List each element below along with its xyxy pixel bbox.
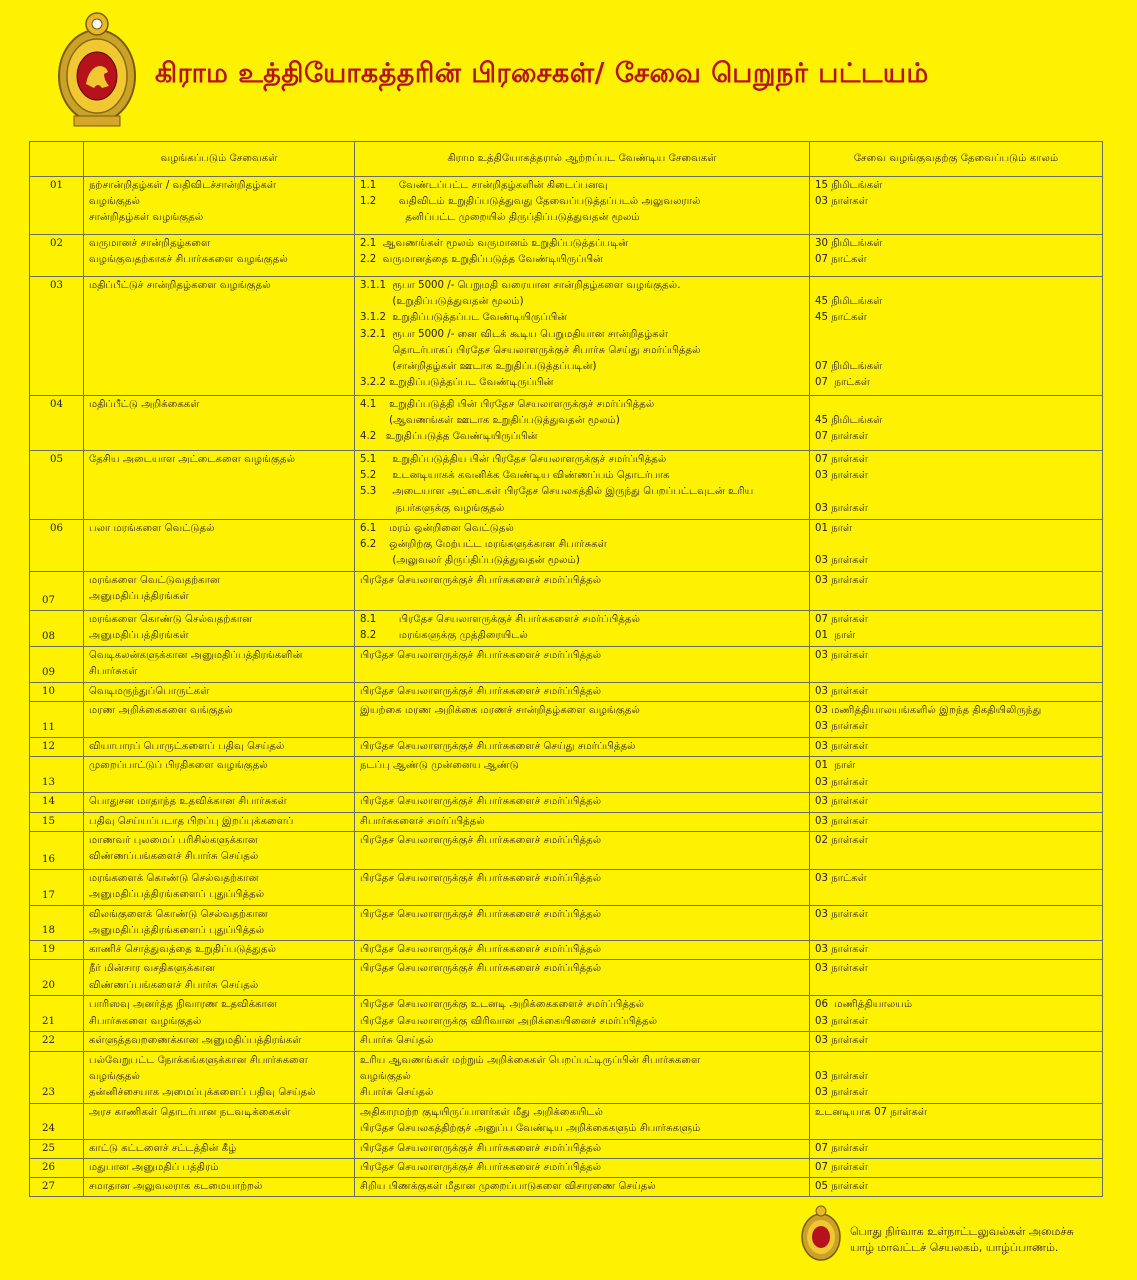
footer-secretariat: யாழ் மாவட்டச் செயலகம், யாழ்ப்பாணம். [850,1241,1059,1254]
time-line: 07 நிமிடங்கள் [815,361,883,373]
time-line: 03 மணித்தியாலயங்களில் இறந்த திகதியிலிருந்து [815,705,1042,717]
row-number: 17 [30,869,84,905]
cell-service [84,277,355,396]
service-line: வருமானச் சான்றிதழ்களை [89,238,211,249]
cell-service [84,702,355,738]
cell-time [810,520,1103,572]
table-row [30,572,1103,611]
action-line: இயற்கை மரண அறிக்கை மரணச் சான்றிதழ்களை வழங்குதல் [360,705,640,717]
time-line: 03 நாள்கள் [815,1035,868,1047]
row-number: 18 [30,905,84,940]
time-line: 03 நாள்கள் [815,741,868,753]
service-line: மரங்களைக் கொண்டு செல்வதற்கான [89,872,259,884]
table-row [30,905,1103,940]
row-number: 08 [30,611,84,647]
cell-service [84,572,355,611]
national-emblem-icon [54,10,140,130]
row-number: 09 [30,647,84,683]
action-line: பிரதேச செயலாளருக்குச் சிபார்சுகளைச் சமர்ப்பித்தல் [360,834,602,846]
header-officer-actions: கிராம உத்தியோகத்தரால் ஆற்றப்பட வேண்டிய சேவைகள் [355,142,810,177]
action-line: பிரதேச செயலாளருக்கு உடனடி அறிக்கைகளைச் சமர்ப்பித்தல் [360,999,645,1011]
row-number: 05 [30,451,84,520]
time-line: 07 நாள்கள் [815,614,868,625]
cell-action [355,683,810,702]
cell-action [355,1032,810,1051]
header-time-required: சேவை வழங்குவதற்கு தேவைப்படும் காலம் [810,142,1103,177]
cell-time [810,235,1103,277]
cell-action [355,1103,810,1139]
action-line: (உறுதிப்படுத்துவதன் மூலம்) [360,296,524,308]
table-row [30,647,1103,683]
table-row [30,396,1103,451]
cell-service [84,793,355,812]
action-line: 3.2.2 உறுதிப்படுத்தப்பட வேண்டிருப்பின் [360,377,554,389]
row-number: 24 [30,1103,84,1139]
row-number: 03 [30,277,84,396]
action-line: அதிகாரமற்ற குடியிருப்பாளர்கள் மீது அறிக்கையிடல் [360,1106,604,1118]
service-line: மதிப்பீட்டு அறிக்கைகள் [89,399,200,410]
time-line: 03 நாள்கள் [815,470,868,482]
time-line: 01 நாள் [815,630,856,642]
action-line: 3.2.1 ரூபா 5000 /- னை விடக் கூடிய பெறுமதியான சான்றிதழ்கள் [360,328,669,340]
service-line: மதிப்பீட்டுச் சான்றிதழ்களை வழங்குதல் [89,280,271,291]
cell-action [355,702,810,738]
table-row [30,793,1103,812]
cell-time [810,647,1103,683]
cell-service [84,941,355,960]
table-row [30,1103,1103,1139]
footer-emblem-icon [800,1204,842,1264]
cell-time [810,757,1103,793]
service-line: காட்டு கட்டளைச் சட்டத்தின் கீழ் [89,1142,237,1154]
table-row [30,757,1103,793]
action-line: சிபார்சு செய்தல் [360,1087,434,1099]
cell-service [84,1103,355,1139]
cell-action [355,1178,810,1197]
cell-time [810,1158,1103,1177]
cell-service [84,757,355,793]
cell-action [355,572,810,611]
header-services: வழங்கப்படும் சேவைகள் [84,142,355,177]
service-line: தேசிய அடையாள அட்டைகளை வழங்குதல் [89,454,296,465]
cell-service [84,996,355,1032]
cell-action [355,647,810,683]
action-line: 2.1 ஆவணங்கள் மூலம் வருமானம் உறுதிப்படுத்தப்படின் [360,238,629,249]
action-line: நபர்களுக்கு வழங்குதல் [360,502,505,514]
page-title: கிராம உத்தியோகத்தரின் பிரசைகள்/ சேவை பெறுநர் பட்டயம் [155,58,929,89]
row-number: 21 [30,996,84,1032]
service-line: பதிவு செய்யப்படாத பிறப்பு இறப்புக்களைப் [89,815,294,827]
row-number: 12 [30,738,84,757]
time-line: 03 நாள்கள் [815,908,868,920]
cell-time [810,277,1103,396]
action-line: (ஆவணங்கள் ஊடாக உறுதிப்படுத்துவதன் மூலம்) [360,415,620,427]
time-line: 03 நாள்கள் [815,650,868,661]
time-line: 01 நாள் [815,523,853,534]
time-line [815,1053,1097,1069]
cell-action [355,831,810,869]
table-row [30,611,1103,647]
service-line: பாரிஸவு அனர்த்த நிவாரண உதவிக்கான [89,999,277,1011]
row-number: 01 [30,177,84,235]
action-line: 4.2 உறுதிப்படுத்த வேண்டியிருப்பின் [360,431,538,443]
cell-action [355,611,810,647]
cell-service [84,177,355,235]
cell-time [810,738,1103,757]
service-line: வழங்குதல் [89,196,140,208]
time-line [815,343,1097,359]
time-line: 03 நாள்கள் [815,815,868,827]
service-line: மரண அறிக்கைகளை வங்குதல் [89,705,233,717]
cell-service [84,831,355,869]
action-line: பிரதேச செயலகத்திற்குச் அனுப்ப வேண்டிய அறிக்கைகளும் சிபார்சுகளும் [360,1122,701,1134]
service-line: வழங்குதல் [89,1070,140,1082]
row-number: 02 [30,235,84,277]
table-row [30,1051,1103,1103]
cell-service [84,647,355,683]
cell-service [84,1178,355,1197]
row-number: 26 [30,1158,84,1177]
cell-time [810,702,1103,738]
row-number: 07 [30,572,84,611]
table-row [30,683,1103,702]
action-line: பிரதேச செயலாளருக்குச் சிபார்சுகளைச் சமர்ப்பித்தல் [360,796,602,808]
action-line: 8.1 பிரதேச செயலாளருக்குச் சிபார்சுகளைச் சமர்ப்பித்தல் [360,614,641,625]
table-row [30,277,1103,396]
service-line: சிபார்சுகளை வழங்குதல் [89,1015,202,1027]
action-line: 3.1.2 உறுதிப்படுத்தப்பட வேண்டியிருப்பின் [360,312,568,324]
action-line: பிரதேச செயலாளருக்குச் சிபார்சுகளைச் சமர்ப்பித்தல் [360,1161,602,1173]
time-line: உடனடியாக 07 நாள்கள் [815,1106,928,1118]
cell-service [84,1032,355,1051]
service-line: அனுமதிப்பத்திரங்களைப் புதுப்பித்தல் [89,925,265,937]
service-line: தன்னிச்சையாக அமைப்புக்களைப் பதிவு செய்தல் [89,1087,316,1099]
row-number: 14 [30,793,84,812]
cell-time [810,960,1103,996]
action-line: பிரதேச செயலாளருக்குச் சிபார்சுகளைச் சமர்ப்பித்தல் [360,686,602,697]
table-row [30,520,1103,572]
service-line: விண்ணப்பங்களைச் சிபார்சு செய்தல் [89,979,259,991]
table-row [30,738,1103,757]
action-line: 5.3 அடையாள அட்டைகள் பிரதேச செயலகத்தில் இருந்து பெறப்பட்டவுடன் உரிய [360,486,754,498]
cell-time [810,177,1103,235]
action-line: பிரதேச செயலாளருக்குச் சிபார்சுகளைச் சமர்ப்பித்தல் [360,908,602,920]
action-line: பிரதேச செயலாளருக்குச் சிபார்சுகளைச் சமர்ப்பித்தல் [360,1142,602,1154]
time-line: 45 நிமிடங்கள் [815,415,883,427]
cell-service [84,396,355,451]
service-line: காணிச் சொத்துவத்தை உறுதிப்படுத்துதல் [89,944,277,956]
action-line: 1.2 வதிவிடம் உறுதிப்படுத்துவது தேவைப்படுத்தப்படல் அலுவலரால் [360,196,701,208]
service-line: வியாபாரப் பொருட்களைப் பதிவு செய்தல் [89,741,285,753]
cell-time [810,905,1103,940]
table-row [30,177,1103,235]
service-line: மரங்களை வெட்டுவதற்கான [89,575,220,586]
cell-service [84,869,355,905]
table-header-row [30,142,1103,177]
cell-time [810,611,1103,647]
row-number: 16 [30,831,84,869]
action-line: உரிய ஆவணங்கள் மற்றும் அறிக்கைகள் பெறப்பட்டிருப்பின் சிபார்சுகளை [360,1054,701,1066]
cell-service [84,905,355,940]
table-row [30,996,1103,1032]
row-number: 27 [30,1178,84,1197]
time-line: 45 நிமிடங்கள் [815,296,883,308]
time-line: 03 நாள்கள் [815,1070,868,1082]
service-line: மதுபான அனுமதிப் பத்திரம் [89,1161,219,1173]
cell-action [355,1051,810,1103]
action-line: (அலுவலர் திருப்திப்படுத்துவதன் மூலம்) [360,555,580,567]
time-line [815,278,1097,294]
cell-time [810,1032,1103,1051]
time-line: 05 நாள்கள் [815,1181,868,1193]
cell-action [355,996,810,1032]
action-line: சிபார்சு செய்தல் [360,1035,434,1047]
action-line: பிரதேச செயலாளருக்குச் சிபார்சுகளைச் சமர்ப்பித்தல் [360,944,602,956]
cell-action [355,869,810,905]
table-row [30,451,1103,520]
time-line: 03 நாள்கள் [815,1087,868,1099]
table-row [30,1158,1103,1177]
cell-time [810,396,1103,451]
service-line: முறைப்பாட்டுப் பிரதிகளை வழங்குதல் [89,760,268,772]
table-row [30,1178,1103,1197]
service-line: நற்சான்றிதழ்கள் / வதிவிடச்சான்றிதழ்கள் [89,180,277,191]
action-line: 6.1 மரம் ஒன்றினை வெட்டுதல் [360,523,514,534]
time-line [815,327,1097,343]
action-line: சிறிய பிணக்குகள் மீதான முறைப்பாடுகளை விசாரணை செய்தல் [360,1181,656,1193]
cell-action [355,1158,810,1177]
time-line [815,537,1097,553]
action-line: வழங்குதல் [360,1070,411,1082]
cell-action [355,793,810,812]
table-row [30,1032,1103,1051]
time-line: 07 நாள்கள் [815,1142,868,1154]
time-line: 06 மணித்தியாலயம் [815,999,913,1011]
time-line: 07 நாட்கள் [815,254,867,266]
action-line: நடப்பு ஆண்டு முன்னைய ஆண்டு [360,760,519,772]
time-line: 07 நாள்கள் [815,1161,868,1173]
time-line: 03 நாள்கள் [815,555,868,567]
table-row [30,235,1103,277]
service-line: சமாதான அலுவலராக கடமையாற்றல் [89,1181,263,1193]
time-line: 30 நிமிடங்கள் [815,238,883,249]
row-number: 13 [30,757,84,793]
action-line: 4.1 உறுதிப்படுத்தி பின் பிரதேச செயலாளருக்குச் சமர்ப்பித்தல் [360,399,655,410]
time-line: 03 நாள்கள் [815,196,868,208]
table-row [30,960,1103,996]
cell-service [84,235,355,277]
time-line: 07 நாள்கள் [815,431,868,443]
cell-service [84,611,355,647]
time-line: 03 நாள்கள் [815,776,868,788]
service-line: வெடிமருந்துப்பொருட்கள் [89,686,210,697]
time-line: 03 நாள்கள் [815,963,868,975]
cell-service [84,960,355,996]
row-number: 22 [30,1032,84,1051]
cell-action [355,905,810,940]
time-line: 03 நாள்கள் [815,944,868,956]
service-line: வழங்குவதற்காகச் சிபார்சுகளை வழங்குதல் [89,254,288,266]
row-number: 04 [30,396,84,451]
cell-time [810,1178,1103,1197]
cell-time [810,572,1103,611]
service-line: அனுமதிப்பத்திரங்கள் [89,630,189,642]
cell-service [84,1158,355,1177]
action-line: தொடர்பாகப் பிரதேச செயலாளருக்குச் சிபார்சு செய்து சமர்ப்பித்தல் [360,344,701,356]
cell-time [810,451,1103,520]
cell-action [355,235,810,277]
action-line: 5.2 உடனடியாகக் கவனிக்க வேண்டிய விண்ணப்பம் தொடர்பாக [360,470,670,482]
table-row [30,812,1103,831]
cell-action [355,396,810,451]
cell-time [810,812,1103,831]
service-line: நீர் மின்சார வசதிகளுக்கான [89,963,216,975]
cell-time [810,683,1103,702]
cell-service [84,1051,355,1103]
action-line: பிரதேச செயலாளருக்குச் சிபார்சுகளைச் சமர்ப்பித்தல் [360,963,602,975]
cell-time [810,831,1103,869]
cell-service [84,1139,355,1158]
service-line: சான்றிதழ்கள் வழங்குதல் [89,212,204,224]
cell-action [355,277,810,396]
action-line: 1.1 வேண்டப்பட்ட சான்றிதழ்களின் கிடைப்பனவு [360,180,608,191]
action-line: பிரதேச செயலாளருக்குச் சிபார்சுகளைச் சமர்ப்பித்தல் [360,650,602,661]
row-number: 15 [30,812,84,831]
cell-action [355,177,810,235]
cell-action [355,757,810,793]
service-line: மரங்களை கொண்டு செல்வதற்கான [89,614,253,625]
cell-action [355,451,810,520]
service-line: பொதுசன மாதாந்த உதவிக்கான சிபார்சுகள் [89,796,287,808]
service-line: சிபார்சுகள் [89,666,138,678]
time-line: 02 நாள்கள் [815,834,868,846]
row-number: 19 [30,941,84,960]
time-line: 07 நாள்கள் [815,454,868,465]
service-line: அரச காணிகள் தொடர்பான நடவடிக்கைகள் [89,1106,291,1118]
service-line: பலா மரங்களை வெட்டுதல் [89,523,215,534]
time-line: 03 நாள்கள் [815,796,868,808]
footer [800,1204,1130,1274]
action-line: (சான்றிதழ்கள் ஊடாக உறுதிப்படுத்தப்படின்) [360,361,597,373]
time-line: 15 நிமிடங்கள் [815,180,883,191]
action-line: 5.1 உறுதிப்படுத்திய பின் பிரதேச செயலாளருக்குச் சமர்ப்பித்தல் [360,454,667,465]
service-line: வெடிகலன்களுக்கான அனுமதிப்பத்திரங்களின் [89,650,303,661]
service-line: விண்ணப்பங்களைச் சிபார்சு செய்தல் [89,851,259,863]
row-number: 23 [30,1051,84,1103]
action-line: பிரதேச செயலாளருக்கு விரிவான அறிக்கையினைச் சமர்ப்பித்தல் [360,1015,658,1027]
table-row [30,941,1103,960]
cell-time [810,941,1103,960]
time-line: 03 நாள்கள் [815,686,868,697]
cell-service [84,812,355,831]
action-line: 3.1.1 ரூபா 5000 /- பெறுமதி வரையான சான்றிதழ்களை வழங்குதல். [360,280,681,291]
service-line: பல்வேறுபட்ட நோக்கங்களுக்கான சிபார்சுகளை [89,1054,308,1066]
service-line: கள்ளுத்தவறணைக்கான அனுமதிப்பத்திரங்கள் [89,1035,302,1047]
cell-action [355,520,810,572]
action-line: பிரதேச செயலாளருக்குச் சிபார்சுகளைச் சமர்ப்பித்தல் [360,575,602,586]
row-number: 11 [30,702,84,738]
header-no [30,142,84,177]
time-line: 03 நாள்கள் [815,575,868,586]
cell-time [810,1139,1103,1158]
cell-action [355,941,810,960]
page-header [0,0,1137,140]
cell-action [355,738,810,757]
cell-action [355,812,810,831]
time-line: 07 நாட்கள் [815,377,871,389]
cell-service [84,683,355,702]
cell-service [84,738,355,757]
cell-time [810,793,1103,812]
row-number: 06 [30,520,84,572]
services-table [29,141,1103,1197]
service-line: விலங்குளைக் கொண்டு செல்வதற்கான [89,908,268,920]
service-line: அனுமதிப்பத்திரங்களைப் புதுப்பித்தல் [89,889,265,901]
action-line: சிபார்சுகளைச் சமர்ப்பித்தல் [360,815,485,827]
table-row [30,869,1103,905]
footer-ministry: பொது நிர்வாக உள்நாட்டலுவல்கள் அமைச்சு [850,1225,1074,1238]
service-line: அனுமதிப்பத்திரங்கள் [89,591,189,603]
cell-time [810,1051,1103,1103]
time-line: 03 நாள்கள் [815,1015,868,1027]
time-line [815,397,1097,413]
cell-action [355,960,810,996]
time-line: 45 நாட்கள் [815,312,867,324]
action-line: 6.2 ஒன்றிற்கு மேற்பட்ட மரங்களுக்கான சிபார்சுகள் [360,539,607,551]
table-row [30,702,1103,738]
footer-text [850,1224,1074,1256]
action-line: 2.2 வருமானத்தை உறுதிப்படுத்த வேண்டியிருப்பின் [360,254,603,266]
action-line: 8.2 மரங்களுக்கு முத்திரையிடல் [360,630,528,642]
cell-service [84,520,355,572]
time-line [815,484,1097,500]
cell-service [84,451,355,520]
table-row [30,831,1103,869]
time-line: 03 நாட்கள் [815,872,867,884]
cell-time [810,1103,1103,1139]
cell-time [810,869,1103,905]
time-line: 01 நாள் [815,760,856,772]
row-number: 25 [30,1139,84,1158]
time-line: 03 நாள்கள் [815,721,868,733]
action-line: பிரதேச செயலாளருக்குச் சிபார்சுகளைச் செய்து சமர்ப்பித்தல் [360,741,636,753]
cell-time [810,996,1103,1032]
action-line: பிரதேச செயலாளருக்குச் சிபார்சுகளைச் சமர்ப்பித்தல் [360,872,602,884]
cell-action [355,1139,810,1158]
time-line: 03 நாள்கள் [815,502,868,514]
row-number: 10 [30,683,84,702]
table-row [30,1139,1103,1158]
service-line: மாணவர் புலமைப் பரிசில்களுக்கான [89,834,258,846]
action-line: தனிப்பட்ட முறையில் திருப்திப்படுத்துவதன் மூலம் [360,212,640,224]
row-number: 20 [30,960,84,996]
